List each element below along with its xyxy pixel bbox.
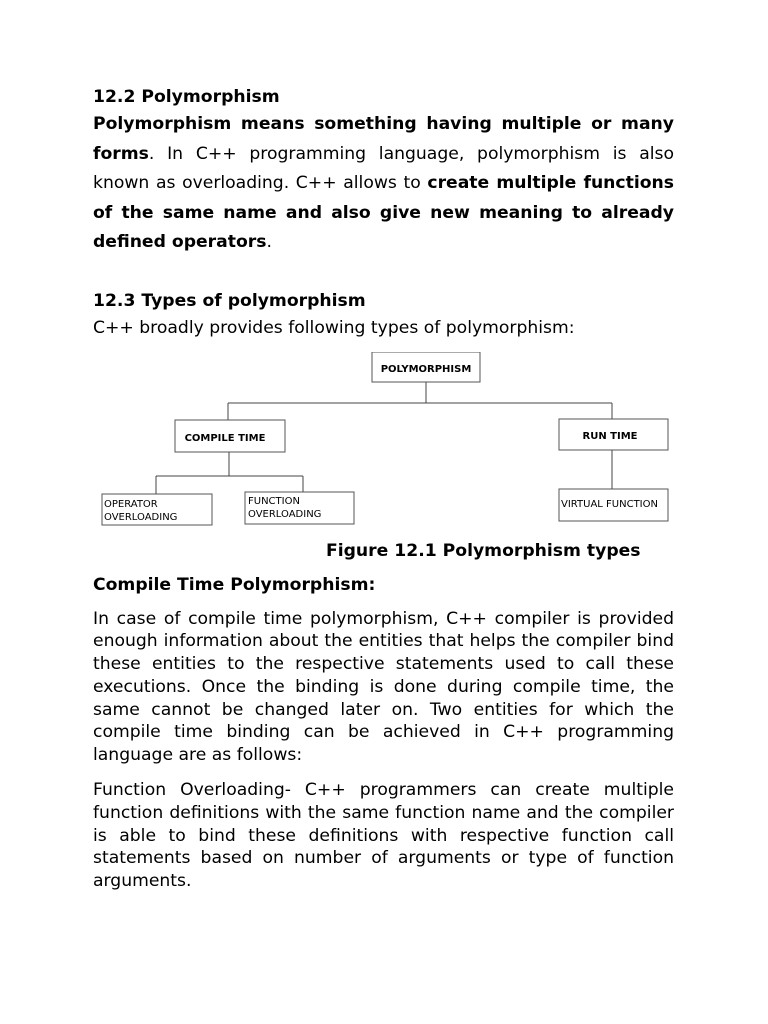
document-page [93, 84, 674, 893]
definition-text: . In C++ programming language, polymorphism is also known as overloading. C++ allows to [93, 143, 674, 193]
definition-bold-phrase: Polymorphism means something having multiple or many forms [93, 114, 674, 164]
figure-caption: Figure 12.1 Polymorphism types [326, 540, 641, 561]
label-operator-line2: OVERLOADING [104, 511, 178, 523]
label-function-line2: OVERLOADING [248, 508, 322, 520]
compile-time-heading: Compile Time Polymorphism: [93, 574, 376, 595]
label-compile-time: COMPILE TIME [184, 432, 266, 444]
section-heading-12-2: 12.2 Polymorphism [93, 87, 280, 107]
label-function-line1: FUNCTION [248, 495, 300, 507]
section-heading-12-3: 12.3 Types of polymorphism [93, 290, 366, 311]
label-polymorphism: POLYMORPHISM [380, 363, 472, 375]
label-virtual-function: VIRTUAL FUNCTION [561, 498, 658, 510]
polymorphism-diagram [93, 352, 674, 532]
label-operator-line1: OPERATOR [104, 498, 158, 510]
definition-end: . [266, 232, 272, 252]
function-overloading-paragraph: Function Overloading- C++ programmers can create multiple function definitions with the same function name and the compiler is able to bind these definitions with respective function call statements based on number of arguments or type of function arguments. [93, 780, 674, 892]
compile-time-paragraph: In case of compile time polymorphism, C++ compiler is provided enough information about the entities that helps the compiler bind these entities to the respective statements used to call these executions. Once the binding is done during compile time, the same cannot be changed later on. Two entities for which the compile time binding can be achieved in C++ programming language are as follows: [93, 608, 674, 766]
polymorphism-tree-svg [0, 352, 768, 532]
label-run-time: RUN TIME [582, 430, 638, 442]
polymorphism-definition-paragraph [93, 110, 674, 258]
definition-bold-phrase-2: create multiple functions of the same name and also give new meaning to already defined operators [93, 173, 674, 252]
types-intro-text: C++ broadly provides following types of polymorphism: [93, 317, 575, 338]
